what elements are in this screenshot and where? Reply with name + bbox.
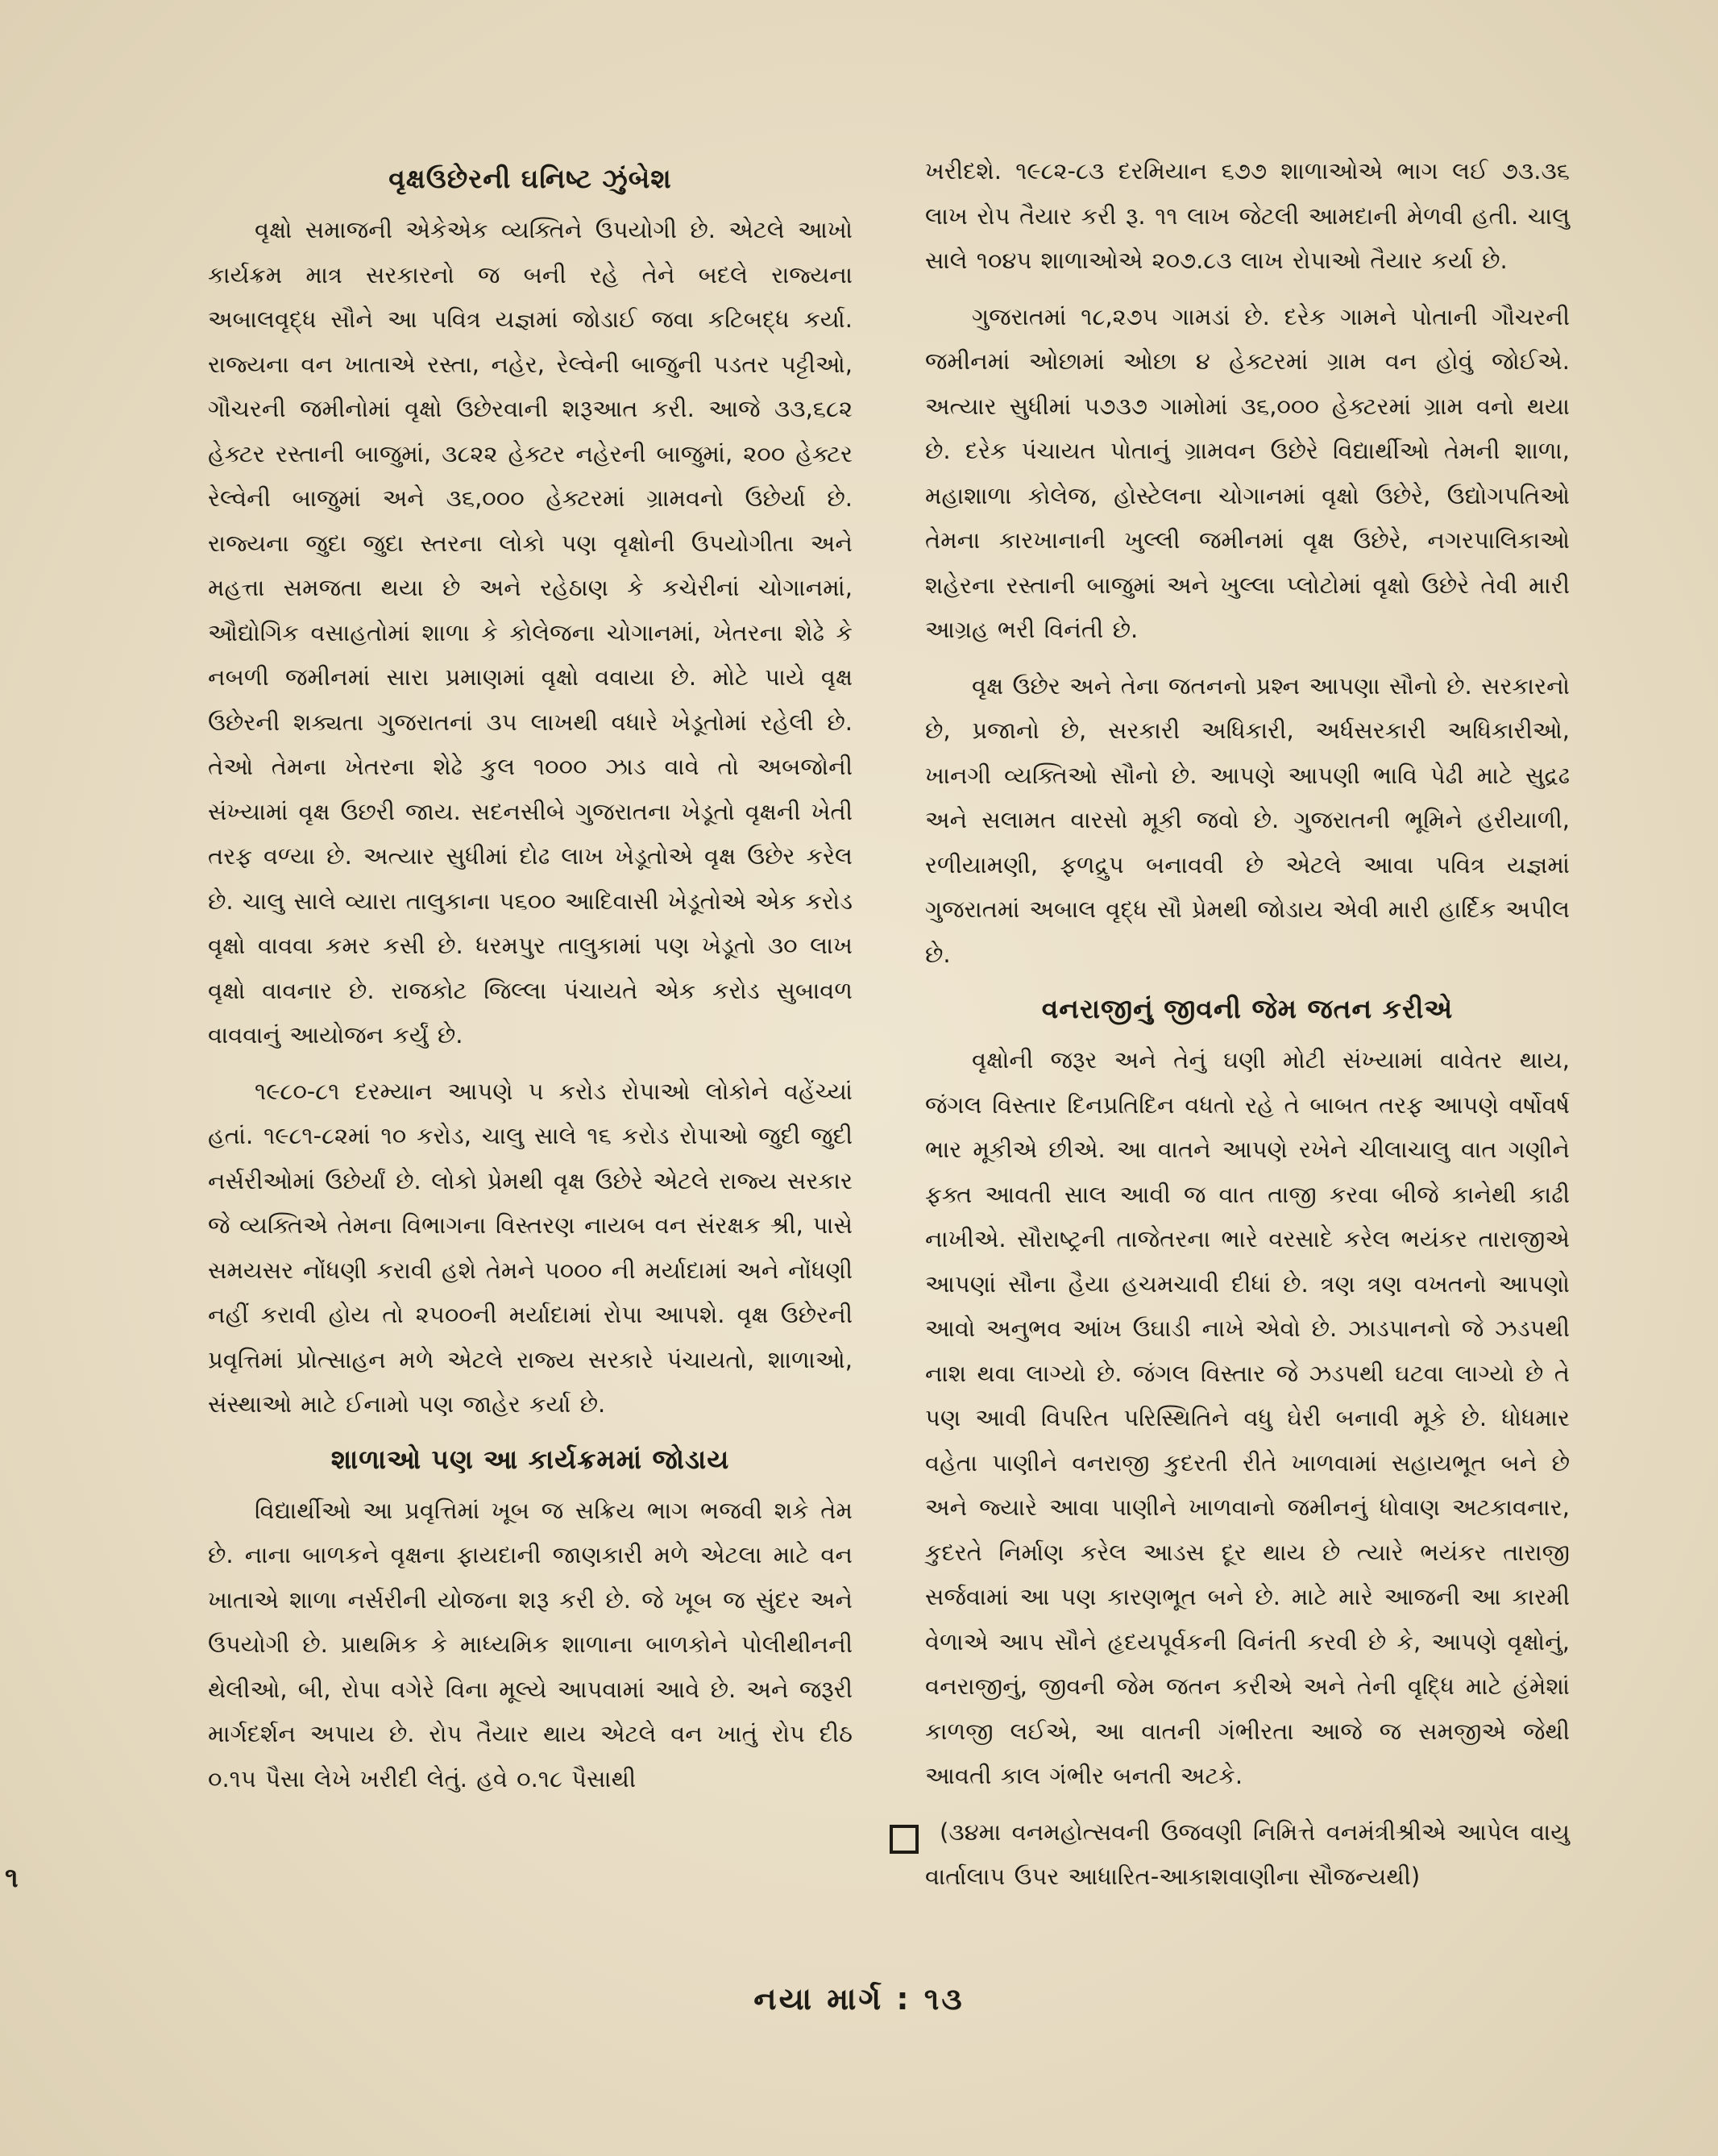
paragraph: વૃક્ષોની જરૂર અને તેનું ઘણી મોટી સંખ્યામાં વાવેતર થાય, જંગલ વિસ્તાર દિનપ્રતિદિન વધતો રહે તે બાબત તરફ આપણે વર્ષોવર્ષ ભાર મૂકીએ છીએ. આ વાતને આપણે રખેને ચીલાચાલુ વાત ગણીને ફક્ત આવતી સાલ આવી જ વાત તાજી કરવા બીજે કાનેથી કાઢી નાખીએ. સૌરાષ્ટ્રની તાજેતરના ભારે વરસાદે કરેલ ભયંકર તારાજીએ આપણાં સૌના હૈયા હચમચાવી દીધાં છે. ત્રણ ત્રણ વખતનો આપણો આવો અનુભવ આંખ ઉઘાડી નાખે એવો છે. ઝાડપાનનો જે ઝડપથી નાશ થવા લાગ્યો છે. જંગલ વિસ્તાર જે ઝડપથી ઘટવા લાગ્યો છે તે પણ આવી વિપરિત પરિસ્થિતિને વધુ ઘેરી બનાવી મૂકે છે. ધોધમાર વહેતા પાણીને વનરાજી કુદરતી રીતે ખાળવામાં સહાયભૂત બને છે અને જ્યારે આવા પાણીને ખાળવાનો જમીનનું ધોવાણ અટકાવનાર, કુદરતે નિર્માણ કરેલ આડસ દૂર થાય છે ત્યારે ભયંકર તારાજી સર્જવામાં આ પણ કારણભૂત બને છે. માટે મારે આજની આ કારમી વેળાએ આપ સૌને હૃદયપૂર્વકની વિનંતી કરવી છે કે, આપણે વૃક્ષોનું, વનરાજીનું, જીવની જેમ જતન કરીએ અને તેની વૃદ્ધિ માટે હંમેશાં કાળજી લઈએ, આ વાતની ગંભીરતા આજે જ સમજીએ જેથી આવતી કાલ ગંભીર બનતી અટકે.	[925, 1046, 1570, 1789]
margin-mark: ૧	[5, 1862, 19, 1894]
page-footer: નયા માર્ગ : ૧૩	[753, 1981, 965, 2017]
paragraph: વૃક્ષો સમાજની એકેએક વ્યક્તિને ઉપયોગી છે. એટલે આખો કાર્યક્રમ માત્ર સરકારનો જ બની રહે તેને બદલે રાજ્યના અબાલવૃદ્ધ સૌને આ પવિત્ર યજ્ઞમાં જોડાઈ જવા કટિબદ્ધ કર્યા. રાજ્યના વન ખાતાએ રસ્તા, નહેર, રેલ્વેની બાજુની પડતર પટ્ટીઓ, ગૌચરની જમીનોમાં વૃક્ષો ઉછેરવાની શરૂઆત કરી. આજે ૩૩,૬૮૨ હેક્ટર રસ્તાની બાજુમાં, ૩૮૨૨ હેક્ટર નહેરની બાજુમાં, ૨૦૦ હેક્ટર રેલ્વેની બાજુમાં અને ૩૬,૦૦૦ હેક્ટરમાં ગ્રામવનો ઉછેર્યા છે. રાજ્યના જુદા જુદા સ્તરના લોકો પણ વૃક્ષોની ઉપયોગીતા અને મહત્તા સમજતા થયા છે અને રહેઠાણ કે કચેરીનાં ચોગાનમાં, ઔદ્યોગિક વસાહતોમાં શાળા કે કોલેજના ચોગાનમાં, ખેતરના શેઢે કે નબળી જમીનમાં સારા પ્રમાણમાં વૃક્ષો વવાયા છે. મોટે પાયે વૃક્ષ ઉછેરની શક્યતા ગુજરાતનાં ૩૫ લાખથી વધારે ખેડૂતોમાં રહેલી છે. તેઓ તેમના ખેતરના શેઢે કુલ ૧૦૦૦ ઝાડ વાવે તો અબજોની સંખ્યામાં વૃક્ષ ઉછરી જાય. સદનસીબે ગુજરાતના ખેડૂતો વૃક્ષની ખેતી તરફ વળ્યા છે. અત્યાર સુધીમાં દોઢ લાખ ખેડૂતોએ વૃક્ષ ઉછેર કરેલ છે. ચાલુ સાલે વ્યારા તાલુકાના ૫૬૦૦ આદિવાસી ખેડૂતોએ એક કરોડ વૃક્ષો વાવવા કમર કસી છે. ધરમપુર તાલુકામાં પણ ખેડૂતો ૩૦ લાખ વૃક્ષો વાવનાર છે. રાજકોટ જિલ્લા પંચાયતે એક કરોડ સુબાવળ વાવવાનું આયોજન કર્યું છે.	[208, 216, 853, 1049]
paragraph: વિદ્યાર્થીઓ આ પ્રવૃત્તિમાં ખૂબ જ સક્રિય ભાગ ભજવી શકે તેમ છે. નાના બાળકને વૃક્ષના ફાયદાની જાણકારી મળે એટલા માટે વન ખાતાએ શાળા નર્સરીની યોજના શરૂ કરી છે. જે ખૂબ જ સુંદર અને ઉપયોગી છે. પ્રાથમિક કે માધ્યમિક શાળાના બાળકોને પોલીથીનની થેલીઓ, બી, રોપા વગેરે વિના મૂલ્યે આપવામાં આવે છે. અને જરૂરી માર્ગદર્શન અપાય છે. રોપ તૈયાર થાય એટલે વન ખાતું રોપ દીઠ ૦.૧૫ પૈસા લેખે ખરીદી લેતું. હવે ૦.૧૮ પૈસાથી	[208, 1496, 853, 1793]
heading-protect-greenery: વનરાજીનું જીવની જેમ જતન કરીએ	[1041, 993, 1454, 1024]
paragraph: ખરીદશે. ૧૯૮૨-૮૩ દરમિયાન ૬૭૭ શાળાઓએ ભાગ લઈ ૭૩.૩૬ લાખ રોપ તૈયાર કરી રૂ. ૧૧ લાખ જેટલી આમદાની મેળવી હતી. ચાલુ સાલે ૧૦૪૫ શાળાઓએ ૨૦૭.૮૩ લાખ રોપાઓ તૈયાર કર્યા છે.	[925, 157, 1570, 274]
source-credit: (૩૪મા વનમહોત્સવની ઉજવણી નિમિત્તે વનમંત્રીશ્રીએ આપેલ વાયુ વાર્તાલાપ ઉપર આધારિત-આકાશવાણીના સૌજન્યથી)	[925, 1817, 1570, 1890]
paragraph: ૧૯૮૦-૮૧ દરમ્યાન આપણે ૫ કરોડ રોપાઓ લોકોને વહેંચ્યાં હતાં. ૧૯૮૧-૮૨માં ૧૦ કરોડ, ચાલુ સાલે ૧૬ કરોડ રોપાઓ જુદી જુદી નર્સરીઓમાં ઉછેર્યાં છે. લોકો પ્રેમથી વૃક્ષ ઉછેરે એટલે રાજ્ય સરકાર જે વ્યક્તિએ તેમના વિભાગના વિસ્તરણ નાયબ વન સંરક્ષક શ્રી, પાસે સમયસર નોંધણી કરાવી હશે તેમને ૫૦૦૦ ની મર્યાદામાં અને નોંધણી નહીં કરાવી હોય તો ૨૫૦૦ની મર્યાદામાં રોપા આપશે. વૃક્ષ ઉછેરની પ્રવૃત્તિમાં પ્રોત્સાહન મળે એટલે રાજ્ય સરકારે પંચાયતો, શાળાઓ, સંસ્થાઓ માટે ઈનામો પણ જાહેર કર્યા છે.	[208, 1077, 853, 1418]
end-of-article-square-icon	[890, 1825, 919, 1854]
paragraph: વૃક્ષ ઉછેર અને તેના જતનનો પ્રશ્ન આપણા સૌનો છે. સરકારનો છે, પ્રજાનો છે, સરકારી અધિકારી, અર્ધસરકારી અધિકારીઓ, ખાનગી વ્યક્તિઓ સૌનો છે. આપણે આપણી ભાવિ પેઢી માટે સુદ્રઢ અને સલામત વારસો મૂકી જવો છે. ગુજરાતની ભૂમિને હરીયાળી, રળીયામણી, ફળદ્રુપ બનાવવી છે એટલે આવા પવિત્ર યજ્ઞમાં ગુજરાતમાં અબાલ વૃદ્ધ સૌ પ્રેમથી જોડાય એવી મારી હાર્દિક અપીલ છે.	[925, 671, 1570, 968]
heading-tree-plantation-campaign: વૃક્ષઉછેરની ઘનિષ્ટ ઝુંબેશ	[388, 163, 672, 194]
paragraph: ગુજરાતમાં ૧૮,૨૭૫ ગામડાં છે. દરેક ગામને પોતાની ગૌચરની જમીનમાં ઓછામાં ઓછા ૪ હેક્ટરમાં ગ્રામ વન હોવું જોઈએ. અત્યાર સુધીમાં ૫૭૩૭ ગામોમાં ૩૬,૦૦૦ હેક્ટરમાં ગ્રામ વનો થયા છે. દરેક પંચાયત પોતાનું ગ્રામવન ઉછેરે વિદ્યાર્થીઓ તેમની શાળા, મહાશાળા કોલેજ, હોસ્ટેલના ચોગાનમાં વૃક્ષો ઉછેરે, ઉદ્યોગપતિઓ તેમના કારખાનાની ખુલ્લી જમીનમાં વૃક્ષ ઉછેરે, નગરપાલિકાઓ શહેરના રસ્તાની બાજુમાં અને ખુલ્લા પ્લોટોમાં વૃક્ષો ઉછેરે તેવી મારી આગ્રહ ભરી વિનંતી છે.	[925, 302, 1570, 643]
right-column	[925, 149, 1570, 1911]
heading-schools-join: શાળાઓ પણ આ કાર્યક્રમમાં જોડાય	[330, 1443, 730, 1475]
left-column	[208, 149, 853, 1813]
